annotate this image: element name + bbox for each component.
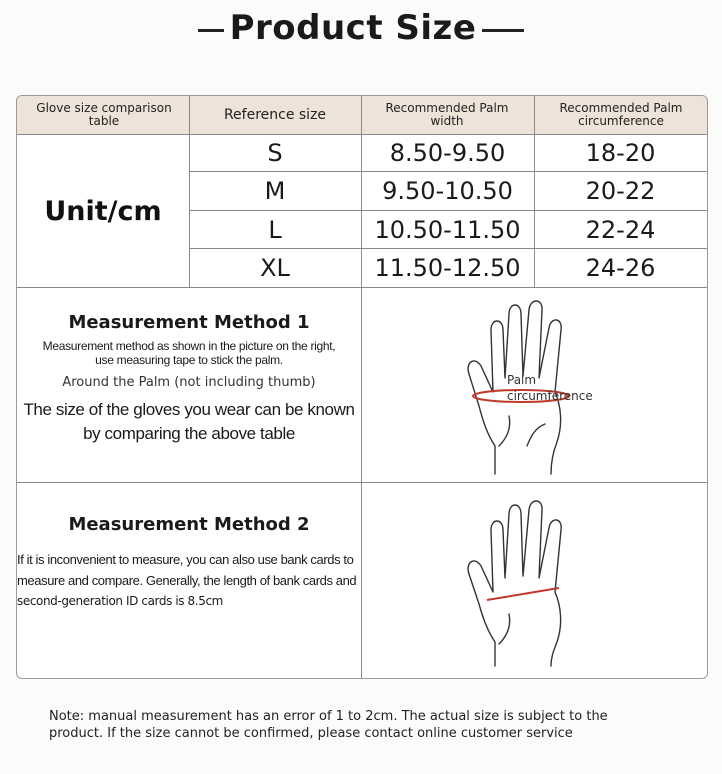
grid-line bbox=[17, 482, 707, 483]
hand-illustration-1 bbox=[465, 296, 605, 476]
size-cell: M bbox=[264, 177, 286, 205]
header-reference-size: Reference size bbox=[223, 106, 327, 123]
circumference-label: circumference bbox=[507, 389, 593, 403]
title-bar bbox=[0, 0, 722, 60]
header-palm-circumference: Recommended Palm circumference bbox=[559, 101, 683, 128]
method1-desc-line1: Measurement method as shown in the picture on the right, bbox=[42, 339, 336, 353]
width-cell: 11.50-12.50 bbox=[374, 254, 521, 282]
method2-desc-line1: If it is inconvenient to measure, you can also use bank cards to bbox=[17, 552, 354, 567]
method1-panel bbox=[17, 312, 361, 446]
unit-label: Unit/cm bbox=[44, 195, 162, 227]
circumference-cell: 18-20 bbox=[585, 139, 656, 167]
table-header bbox=[17, 96, 707, 135]
method1-note-line1: The size of the gloves you wear can be known bbox=[23, 400, 355, 419]
title-right-line bbox=[482, 29, 524, 32]
method1-desc-line2: use measuring tape to stick the palm. bbox=[95, 353, 283, 367]
size-cell: XL bbox=[260, 254, 290, 282]
size-cell: L bbox=[268, 216, 282, 244]
method2-desc-line3: second-generation ID cards is 8.5cm bbox=[17, 594, 223, 608]
page-title: Product Size bbox=[229, 8, 477, 48]
method2-panel bbox=[17, 514, 361, 612]
header-palm-width: Recommended Palm width bbox=[385, 101, 509, 128]
width-cell: 9.50-10.50 bbox=[382, 177, 513, 205]
width-cell: 8.50-9.50 bbox=[389, 139, 506, 167]
method1-subtitle: Around the Palm (not including thumb) bbox=[62, 375, 316, 390]
measurement-note: Note: manual measurement has an error of 1 to 2cm. The actual size is subject to the product. If the size cannot be confirmed, please contact online customer service bbox=[49, 709, 608, 741]
hand-illustration-2 bbox=[465, 496, 605, 676]
circumference-cell: 20-22 bbox=[585, 177, 656, 205]
palm-label: Palm bbox=[507, 373, 537, 387]
header-comparison-table: Glove size comparison table bbox=[36, 101, 172, 128]
title-left-line bbox=[198, 29, 224, 32]
width-cell: 10.50-11.50 bbox=[374, 216, 521, 244]
size-chart-frame bbox=[16, 95, 708, 679]
circumference-cell: 24-26 bbox=[585, 254, 656, 282]
circumference-cell: 22-24 bbox=[585, 216, 656, 244]
method1-note-line2: by comparing the above table bbox=[83, 424, 295, 443]
method2-title: Measurement Method 2 bbox=[68, 514, 310, 535]
method1-title: Measurement Method 1 bbox=[68, 312, 310, 333]
size-cell: S bbox=[267, 139, 283, 167]
method2-desc-line2: measure and compare. Generally, the length of bank cards and bbox=[17, 573, 357, 588]
